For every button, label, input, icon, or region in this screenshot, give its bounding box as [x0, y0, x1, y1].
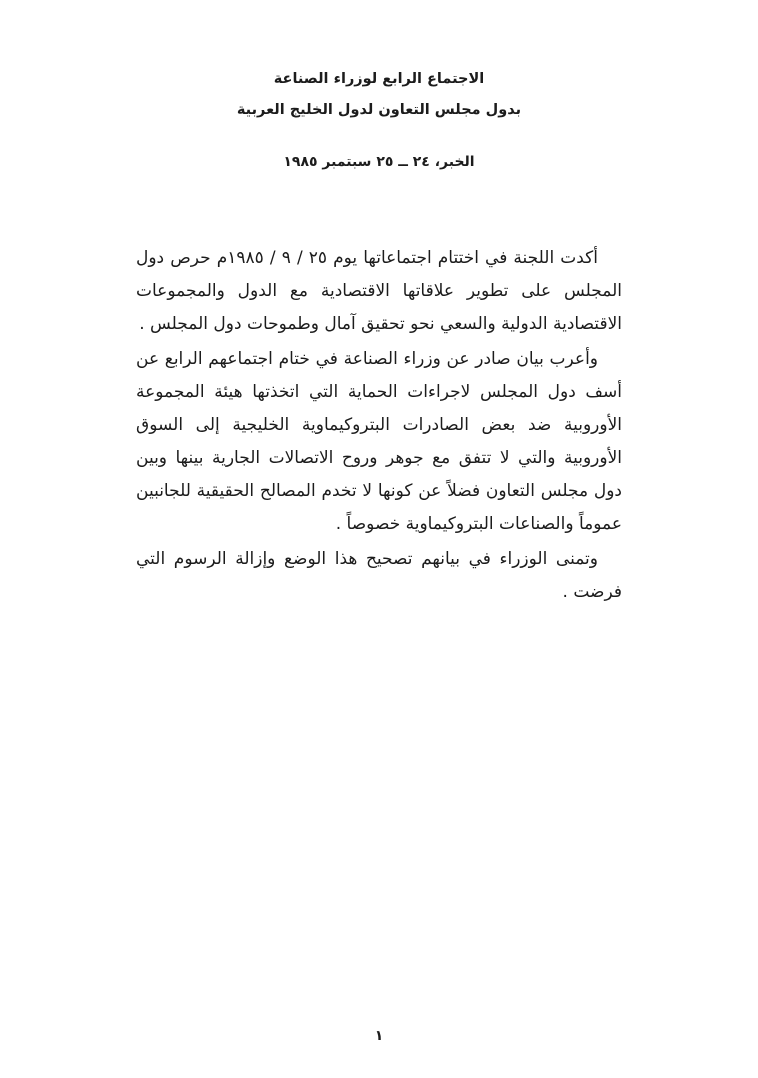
document-date-line: الخبر، ٢٤ ــ ٢٥ سبتمبر ١٩٨٥	[283, 154, 475, 170]
document-body	[136, 242, 622, 609]
body-paragraph-1: أكدت اللجنة في اختتام اجتماعاتها يوم ٢٥ / ٩ / ١٩٨٥م حرص دول المجلس على تطوير علاقاتها الاقتصادية مع الدول والمجموعات الاقتصادية الدولية والسعي نحو تحقيق آمال وطموحات دول المجلس .	[136, 248, 622, 334]
document-header	[0, 64, 758, 170]
page-number: ١	[374, 1028, 384, 1044]
document-title-line-2: بدول مجلس التعاون لدول الخليج العربية	[236, 102, 522, 118]
document-footer	[0, 1025, 758, 1044]
body-paragraph-3: وتمنى الوزراء في بيانهم تصحيح هذا الوضع وإزالة الرسوم التي فرضت .	[136, 549, 622, 602]
body-paragraph-2: وأعرب بيان صادر عن وزراء الصناعة في ختام اجتماعهم الرابع عن أسف دول المجلس لاجراءات الحماية التي اتخذتها هيئة المجموعة الأوروبية ضد بعض الصادرات البتروكيماوية الخليجية إلى السوق الأوروبية والتي لا تتفق مع جوهر وروح الاتصالات الجارية بينها وبين دول مجلس التعاون فضلاً عن كونها لا تخدم المصالح الحقيقية للجانبين عموماً والصناعات البتروكيماوية خصوصاً .	[136, 349, 622, 534]
document-title-line-1: الاجتماع الرابع لوزراء الصناعة	[273, 71, 485, 87]
